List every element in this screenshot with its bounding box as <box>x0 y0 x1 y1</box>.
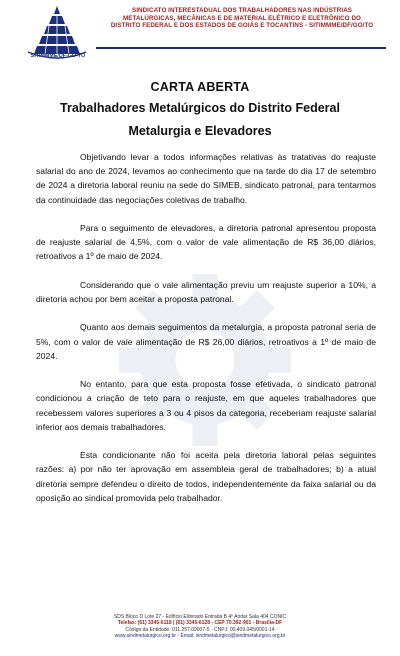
letterhead <box>0 0 400 70</box>
paragraph: No entanto, para que esta proposta fosse efetivada, o sindicato patronal condicionou a criação de teto para o reajuste, em que aqueles trabalhadores que recebessem valores superiores a 3 ou 4 pisos da categoria, receberiam reajuste salarial inferior aos demais trabalhadores. <box>36 379 376 432</box>
paragraph: Quanto aos demais seguimentos da metalurgia, a proposta patronal seria de 5%, com o valor de vale alimentação de R$ 26,00 diários, retroativos a 1º de maio de 2024. <box>36 322 376 361</box>
letter-subtitle-2: Metalurgia e Elevadores <box>128 124 272 138</box>
logo-caption: SITIMMME/DF-GO-TO <box>30 53 86 59</box>
footer-registration: Código da Entidade: 011.257.09007-5 - CNPJ: 00.409.045/0001-14 <box>125 626 275 633</box>
footer-address: SDS Bloco D Lote 27 - Edifício Eldorado Entrada B 4º Andar Sala 404 CONIC <box>113 614 287 620</box>
paragraph: Objetivando levar a todos informações relativas às tratativas do reajuste salarial do ano de 2024, levamos ao conhecimento que na tarde do dia 17 de setembro de 2024 a diretoria laboral reuniu na sede do SIMEB, sindicato patronal, para tentarmos da continuidade das negociações coletivas de trabalho. <box>36 152 376 205</box>
footer-website: www.sindmetalurgico.org.br - Email: sindmetalurgico@sindmetalurgico.org.br <box>114 633 286 640</box>
letter-body <box>36 150 376 519</box>
header-divider <box>96 47 386 49</box>
organization-name <box>96 7 388 30</box>
paragraph: Esta condicionante não foi aceita pela diretoria laboral pelas seguintes razões: a) por não ter aprovação em assembleia geral de trabalhadores; b) a atual diretoria sempre defendeu o direito de todos, independentemente da faixa salarial ou da oposição ao sindical promovida pelo trabalhador. <box>36 450 376 503</box>
letter-subtitle: Trabalhadores Metalúrgicos do Distrito Federal <box>60 101 340 115</box>
paragraph: Considerando que o vale alimentação previu um reajuste superior a 10%, a diretoria achou por bem aceitar a proposta patronal. <box>36 279 376 304</box>
paragraph: Para o seguimento de elevadores, a diretoria patronal apresentou proposta de reajuste salarial de 4,5%, com o valor de vale alimentação de R$ 36,00 diários, retroativos a 1º de maio de 2024. <box>36 223 376 262</box>
letterhead-footer <box>0 614 400 640</box>
org-line-2: METALÚRGICAS, MECÂNICAS E DE MATERIAL ELÉTRICO E ELETRÔNICO DO <box>123 14 361 22</box>
footer-phone: Telefax: (61) 3345-6118 | (61) 3345-6128 - CEP 70.392-901 - Brasília-DF <box>117 620 283 627</box>
org-line-1: SINDICATO INTERESTADUAL DOS TRABALHADORES NAS INDÚSTRIAS <box>132 7 352 14</box>
org-line-3: DISTRITO FEDERAL E DOS ESTADOS DE GOIÁS E TOCANTINS - SITIMMME/DF/GO/TO <box>110 22 374 30</box>
letter-title: CARTA ABERTA <box>150 80 250 94</box>
